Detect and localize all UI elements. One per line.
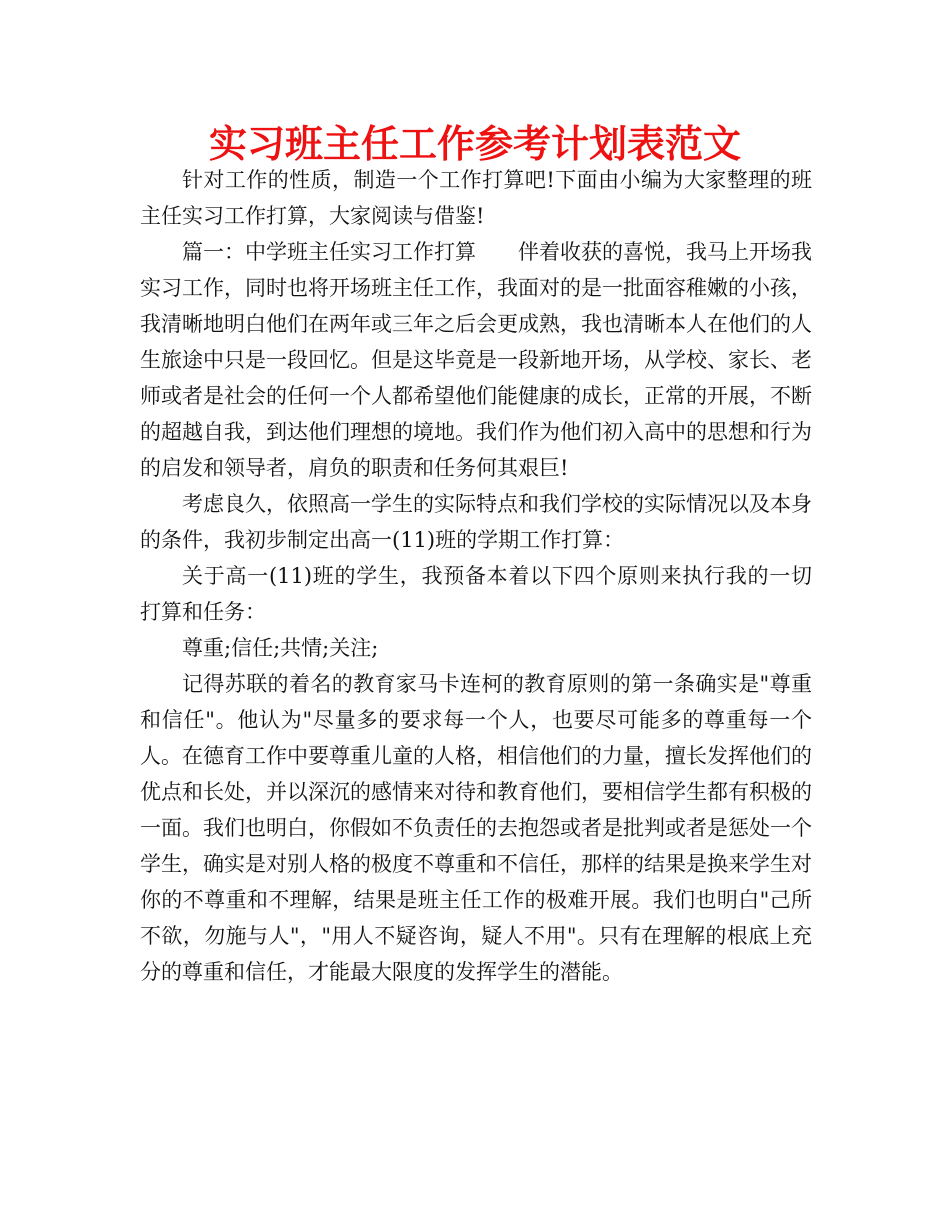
- paragraph-principles-list: 尊重;信任;共情;关注;: [182, 636, 379, 660]
- paragraph-part-one: 篇一：中学班主任实习工作打算 伴着收获的喜悦，我马上开场我实习工作，同时也将开场班主任工作，我面对的是一批面容稚嫩的小孩，我清晰地明白他们在两年或三年之后会更成熟，我也清晰本人在他们的人生旅途中只是一段回忆。但是这毕竟是一段新地开场，从学校、家长、老师或者是社会的任何一个人都希望他们能健康的成长，正常的开展，不断的超越自我，到达他们理想的境地。我们作为他们初入高中的思想和行为的启发和领导者，肩负的职责和任务何其艰巨!: [140, 240, 812, 480]
- paragraph-principles-intro: 关于高一(11)班的学生，我预备本着以下四个原则来执行我的一切打算和任务：: [140, 564, 812, 624]
- paragraph-respect-trust: 记得苏联的着名的教育家马卡连柯的教育原则的第一条确实是"尊重和信任"。他认为"尽量多的要求每一个人，也要尽可能多的尊重每一个人。在德育工作中要尊重儿童的人格，相信他们的力量，擅长发挥他们的优点和长处，并以深沉的感情来对待和教育他们，要相信学生都有积极的一面。我们也明白，你假如不负责任的去抱怨或者是批判或者是惩处一个学生，确实是对别人格的极度不尊重和不信任，那样的结果是换来学生对你的不尊重和不理解，结果是班主任工作的极难开展。我们也明白"己所不欲，勿施与人"，"用人不疑咨询，疑人不用"。只有在理解的根底上充分的尊重和信任，才能最大限度的发挥学生的潜能。: [140, 672, 812, 984]
- paragraph-plan-basis: 考虑良久，依照高一学生的实际特点和我们学校的实际情况以及本身的条件，我初步制定出高一(11)班的学期工作打算：: [140, 492, 812, 552]
- document-title: 实习班主任工作参考计划表范文: [208, 122, 741, 166]
- document-body: [140, 162, 812, 990]
- paragraph-intro: 针对工作的性质，制造一个工作打算吧!下面由小编为大家整理的班主任实习工作打算，大家阅读与借鉴!: [140, 168, 812, 228]
